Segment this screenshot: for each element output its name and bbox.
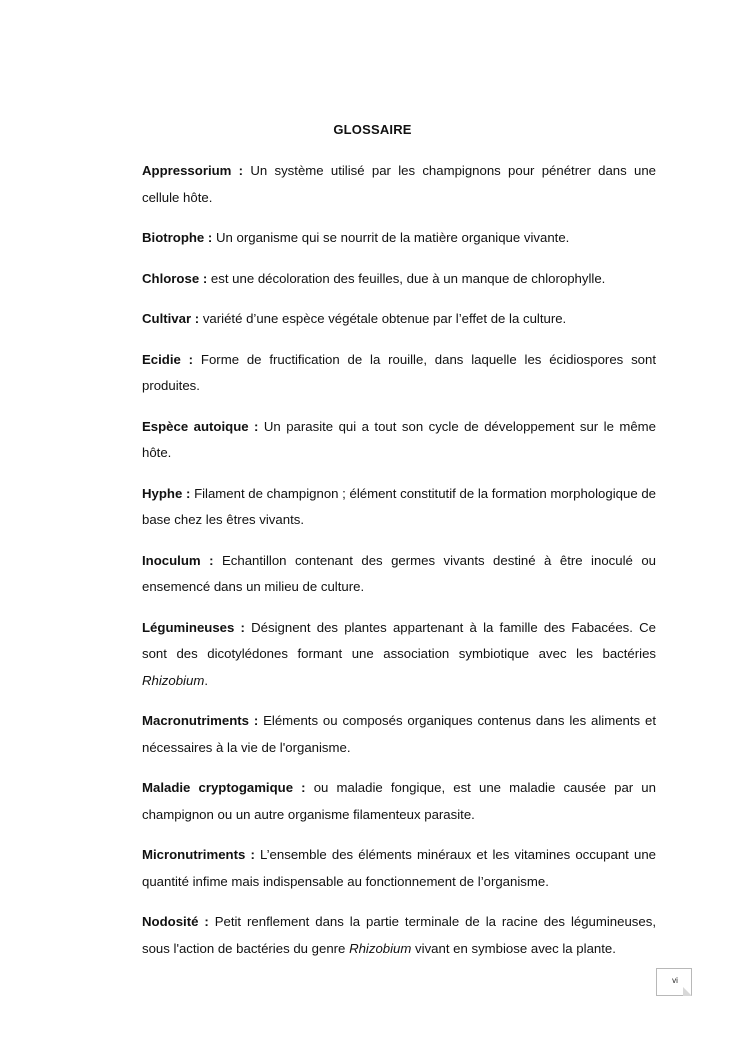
- entry-definition: Un organisme qui se nourrit de la matière organique vivante.: [216, 230, 570, 245]
- entry-definition: Désignent des plantes appartenant à la famille des Fabacées. Ce sont des dicotylédones formant une association symbiotique avec les bactéries: [142, 619, 656, 661]
- entry-definition: est une décoloration des feuilles, due à un manque de chlorophylle.: [210, 270, 606, 286]
- page-curl-icon: [683, 987, 692, 996]
- entry-term: Hyphe :: [142, 485, 191, 501]
- entry-definition: Eléments ou composés organiques contenus dans les aliments et nécessaires à la vie de l'organisme.: [142, 713, 656, 755]
- entry-term: Macronutriments :: [142, 713, 259, 728]
- entry-definition: Petit renflement dans la partie terminale de la racine des légumineuses, sous l'action de bactéries du genre: [142, 914, 656, 956]
- entry-definition: L’ensemble des éléments minéraux et les vitamines occupant une quantité infime mais indispensable au fonctionnement de l’organisme.: [142, 847, 656, 889]
- glossary-entry-appressorium: [142, 158, 656, 211]
- glossary-entry-ecidie: [142, 347, 656, 400]
- glossary-entry-hyphe: [142, 481, 656, 534]
- entry-term: Cultivar :: [142, 311, 200, 326]
- page-number-box: [656, 968, 692, 996]
- entry-term: Légumineuses :: [142, 619, 245, 635]
- glossary-entry-biotrophe: [142, 225, 656, 252]
- glossary-entry-inoculum: [142, 548, 656, 601]
- entry-term: Nodosité :: [142, 914, 209, 929]
- entry-definition: Un parasite qui a tout son cycle de développement sur le même hôte.: [142, 418, 656, 460]
- page-title: GLOSSAIRE: [333, 122, 412, 137]
- entry-definition: variété d’une espèce végétale obtenue par l’effet de la culture.: [202, 311, 567, 326]
- entry-term: Inoculum :: [142, 552, 214, 568]
- page-number: vi: [672, 976, 678, 985]
- entry-definition-end: .: [204, 672, 208, 688]
- entry-definition: Forme de fructification de la rouille, dans laquelle les écidiospores sont produites.: [142, 351, 657, 393]
- glossary-entry-espece-autoique: [142, 414, 656, 467]
- entry-term: Appressorium :: [142, 163, 244, 178]
- glossary-entry-chlorose: [142, 266, 656, 293]
- glossary-entry-micronutriments: [142, 842, 656, 895]
- entry-definition: Un système utilisé par les champignons pour pénétrer dans une cellule hôte.: [142, 163, 656, 205]
- entry-term: Chlorose :: [142, 270, 208, 286]
- entry-definition: Filament de champignon ; élément constitutif de la formation morphologique de base chez les êtres vivants.: [142, 485, 657, 527]
- entry-term: Ecidie :: [142, 351, 194, 367]
- entry-term: Maladie cryptogamique :: [142, 780, 306, 795]
- entry-italic-genus: Rhizobium: [142, 672, 205, 688]
- entry-term: Espèce autoique :: [142, 418, 259, 434]
- entry-term: Biotrophe :: [142, 230, 213, 245]
- entry-definition-end: vivant en symbiose avec la plante.: [415, 940, 616, 956]
- glossary-entry-macronutriments: [142, 708, 656, 761]
- glossary-entry-maladie-cryptogamique: [142, 775, 656, 828]
- entry-definition: ou maladie fongique, est une maladie causée par un champignon ou un autre organisme filamenteux parasite.: [142, 780, 656, 822]
- glossary-entry-nodosite: [142, 909, 656, 962]
- entry-italic-genus: Rhizobium: [349, 940, 412, 956]
- glossary-list: [142, 158, 656, 976]
- glossary-entry-cultivar: [142, 306, 656, 333]
- glossary-entry-legumineuses: [142, 615, 656, 695]
- entry-term: Micronutriments :: [142, 847, 255, 862]
- entry-definition: Echantillon contenant des germes vivants destiné à être inoculé ou ensemencé dans un milieu de culture.: [142, 552, 656, 594]
